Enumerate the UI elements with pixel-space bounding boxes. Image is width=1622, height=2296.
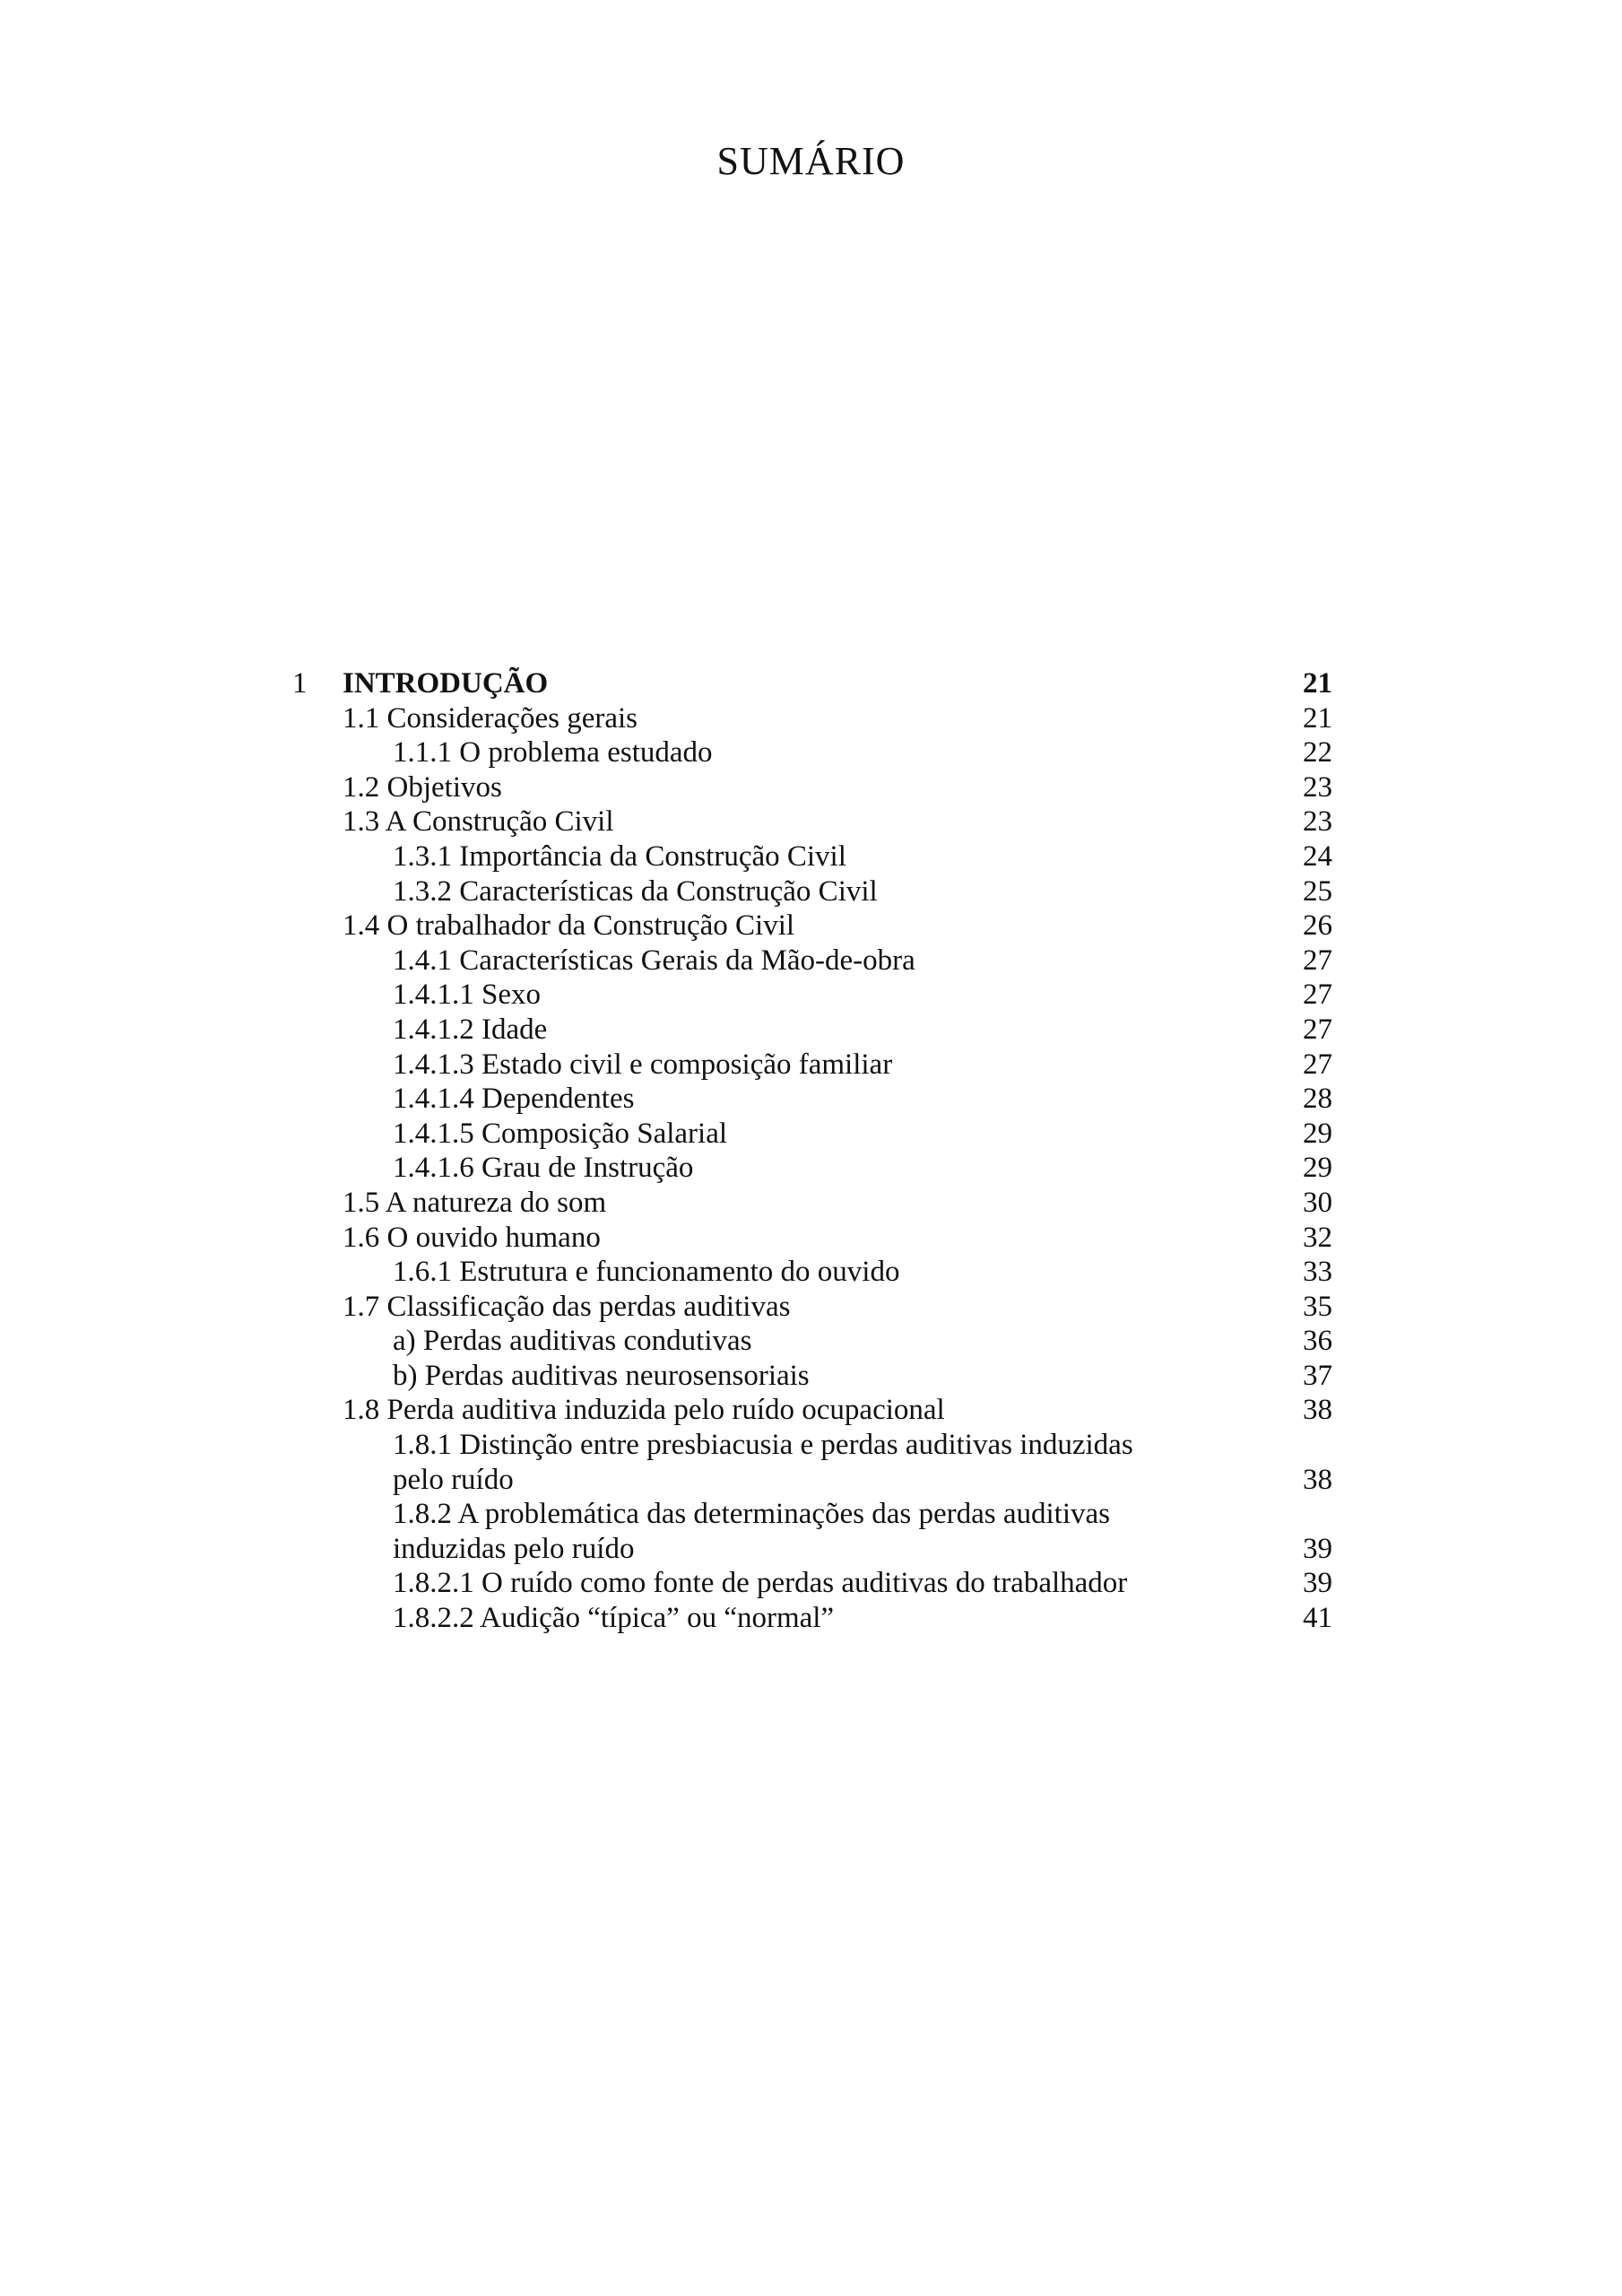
toc-entry-label: 1.1.1 O problema estudado <box>393 736 713 770</box>
toc-entry-page: 27 <box>1303 1013 1332 1046</box>
toc-entry-label: 1.8.2.1 O ruído como fonte de perdas auditivas do trabalhador <box>393 1567 1128 1600</box>
toc-entry-label: 1.4 O trabalhador da Construção Civil <box>343 909 795 943</box>
toc-entry-label: 1.8 Perda auditiva induzida pelo ruído ocupacional <box>343 1394 945 1427</box>
toc-entry <box>292 1117 1332 1152</box>
toc-entry-page: 23 <box>1303 805 1332 839</box>
toc-entry-label: 1.2 Objetivos <box>343 770 502 804</box>
toc-entry <box>292 1082 1332 1117</box>
toc-entry-label: 1.4.1.6 Grau de Instrução <box>393 1152 694 1185</box>
toc-entry-page: 26 <box>1303 909 1332 943</box>
table-of-contents <box>292 666 1332 1636</box>
toc-entry <box>292 978 1332 1013</box>
toc-entry-label: 1.4.1.4 Dependentes <box>393 1083 635 1116</box>
toc-entry <box>292 701 1332 736</box>
toc-entry-page: 27 <box>1303 944 1332 977</box>
toc-entry-page: 35 <box>1303 1290 1332 1323</box>
toc-entry <box>292 770 1332 805</box>
toc-entry-label: INTRODUÇÃO <box>343 667 549 700</box>
toc-entry-page: 29 <box>1303 1152 1332 1185</box>
toc-entry-label: 1.4.1.5 Composição Salarial <box>393 1117 728 1150</box>
toc-entry-label: 1.3 A Construção Civil <box>343 805 614 839</box>
toc-entry <box>292 735 1332 770</box>
toc-entry <box>292 1048 1332 1083</box>
toc-entry-page: 23 <box>1303 770 1332 804</box>
toc-entry-label: 1.5 A natureza do som <box>343 1186 607 1219</box>
toc-entry <box>292 1151 1332 1186</box>
toc-entry <box>292 804 1332 839</box>
toc-entry <box>292 1290 1332 1325</box>
toc-entry-label: 1.4.1.3 Estado civil e composição familiar <box>393 1048 893 1081</box>
toc-chapter-number: 1 <box>292 667 308 700</box>
toc-entry-page: 32 <box>1303 1221 1332 1254</box>
toc-entry-page: 33 <box>1303 1256 1332 1289</box>
toc-entry-page: 21 <box>1303 667 1332 700</box>
toc-entry-label: 1.6 O ouvido humano <box>343 1221 601 1254</box>
toc-entry-page: 24 <box>1303 839 1332 873</box>
toc-entry-page: 25 <box>1303 874 1332 908</box>
toc-entry-page: 41 <box>1303 1602 1332 1635</box>
toc-entry-label: 1.4.1 Características Gerais da Mão-de-obra <box>393 944 915 977</box>
toc-entry <box>292 944 1332 978</box>
toc-entry-label: 1.8.2.2 Audição “típica” ou “normal” <box>393 1602 835 1635</box>
toc-entry <box>292 1359 1332 1394</box>
toc-entry-page: 30 <box>1303 1186 1332 1219</box>
page-title: SUMÁRIO <box>716 139 906 183</box>
toc-entry <box>292 1601 1332 1636</box>
toc-entry-page: 38 <box>1303 1463 1332 1496</box>
toc-entry-page: 27 <box>1303 1048 1332 1081</box>
toc-entry <box>292 909 1332 944</box>
toc-entry-page: 27 <box>1303 978 1332 1012</box>
toc-entry <box>292 1497 1332 1566</box>
toc-entry <box>292 874 1332 909</box>
toc-entry-label: 1.3.2 Características da Construção Civil <box>393 874 878 908</box>
toc-entry <box>292 1221 1332 1256</box>
toc-entry-label: 1.4.1.1 Sexo <box>393 978 541 1012</box>
toc-entry <box>292 666 1332 701</box>
toc-entry <box>292 1255 1332 1290</box>
toc-entry-page: 39 <box>1303 1532 1332 1565</box>
toc-entry-label: 1.8.1 Distinção entre presbiacusia e perdas auditivas induzidas pelo ruído <box>393 1429 1133 1496</box>
toc-entry-label: 1.1 Considerações gerais <box>343 701 638 735</box>
toc-entry-page: 28 <box>1303 1083 1332 1116</box>
toc-entry <box>292 1428 1332 1497</box>
toc-entry <box>292 1013 1332 1048</box>
toc-entry <box>292 1186 1332 1221</box>
toc-entry-page: 37 <box>1303 1359 1332 1392</box>
toc-entry-label: 1.7 Classificação das perdas auditivas <box>343 1290 791 1323</box>
toc-entry-label: 1.8.2 A problemática das determinações das perdas auditivas induzidas pelo ruído <box>393 1498 1111 1565</box>
toc-entry-label: a) Perdas auditivas condutivas <box>393 1325 752 1358</box>
toc-entry-label: 1.4.1.2 Idade <box>393 1013 548 1046</box>
toc-entry <box>292 1393 1332 1428</box>
toc-entry-label: b) Perdas auditivas neurosensoriais <box>393 1359 810 1392</box>
toc-entry-page: 36 <box>1303 1325 1332 1358</box>
toc-entry-page: 39 <box>1303 1567 1332 1600</box>
toc-entry <box>292 1566 1332 1601</box>
toc-entry-page: 22 <box>1303 736 1332 770</box>
toc-entry-page: 29 <box>1303 1117 1332 1150</box>
toc-entry <box>292 839 1332 874</box>
toc-entry-page: 21 <box>1303 701 1332 735</box>
toc-entry-page: 38 <box>1303 1394 1332 1427</box>
toc-entry-label: 1.3.1 Importância da Construção Civil <box>393 839 846 873</box>
toc-entry-label: 1.6.1 Estrutura e funcionamento do ouvido <box>393 1256 900 1289</box>
toc-entry <box>292 1324 1332 1359</box>
